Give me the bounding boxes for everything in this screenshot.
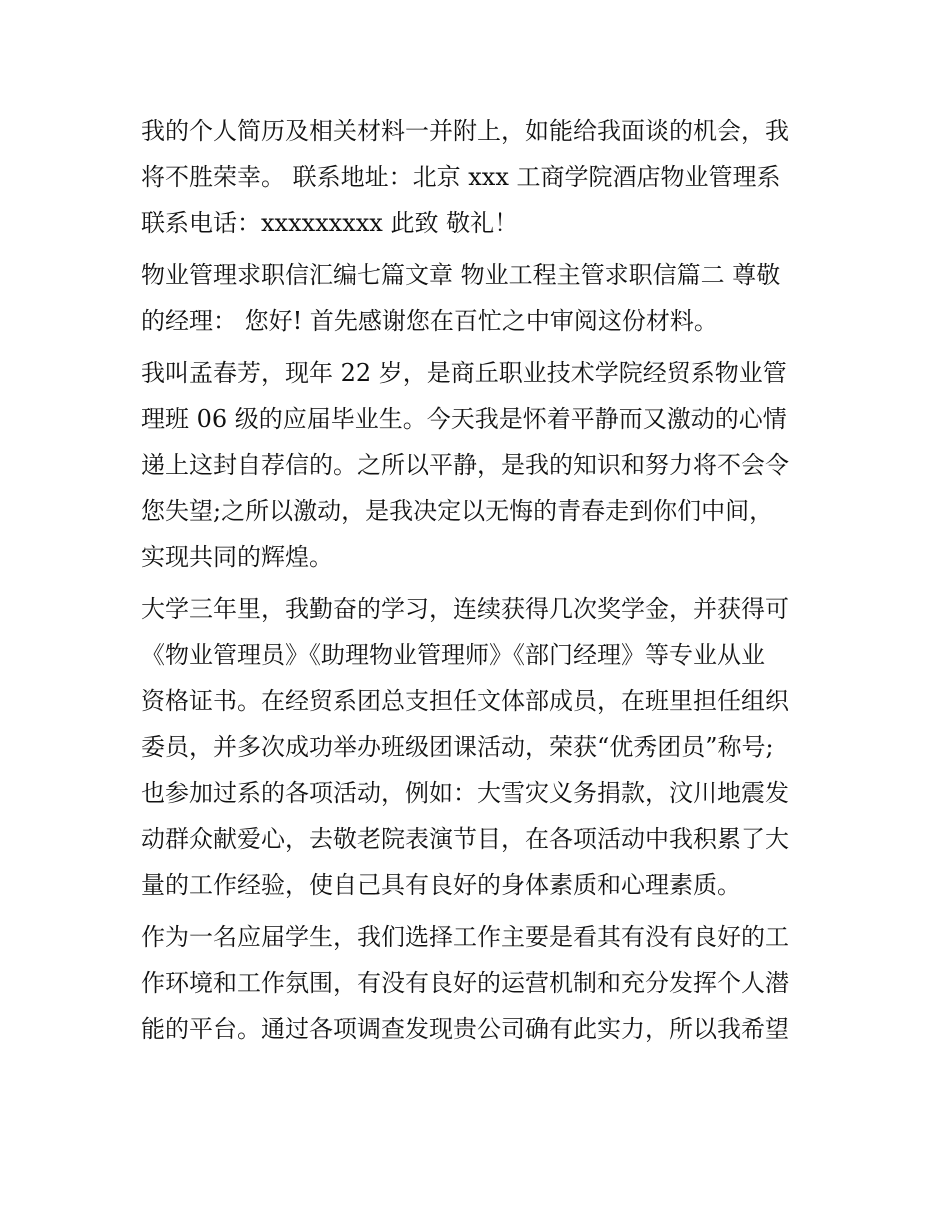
paragraph-motivation <box>141 914 821 1052</box>
text-line: 动群众献爱心，去敬老院表演节目，在各项活动中我积累了大 <box>141 825 789 853</box>
text-line: 您失望;之所以激动，是我决定以无悔的青春走到你们中间， <box>141 497 774 525</box>
text-line: 递上这封自荐信的。之所以平静，是我的知识和努力将不会令 <box>141 451 789 479</box>
text-line: 的经理： 您好! 首先感谢您在百忙之中审阅这份材料。 <box>141 307 718 335</box>
text-line: 也参加过系的各项活动，例如：大雪灾义务捐款，汶川地震发 <box>141 779 789 807</box>
text-line: 将不胜荣幸。 联系地址：北京 xxx 工商学院酒店物业管理系 <box>141 163 781 191</box>
paragraph-closing <box>141 108 821 246</box>
text-line: 作为一名应届学生，我们选择工作主要是看其有没有良好的工 <box>141 923 789 951</box>
text-line: 联系电话：xxxxxxxxx 此致 敬礼！ <box>141 209 519 237</box>
paragraph-introduction <box>141 350 821 580</box>
text-line: 我叫孟春芳，现年 22 岁，是商丘职业技术学院经贸系物业管 <box>141 359 787 387</box>
text-line: 大学三年里，我勤奋的学习，连续获得几次奖学金，并获得可 <box>141 595 789 623</box>
text-line: 资格证书。在经贸系团总支担任文体部成员，在班里担任组织 <box>141 687 789 715</box>
paragraph-experience <box>141 586 821 908</box>
paragraph-title-greeting <box>141 252 821 344</box>
document-body <box>141 108 821 1058</box>
text-line: 《物业管理员》《助理物业管理师》《部门经理》等专业从业 <box>141 641 765 669</box>
text-line: 物业管理求职信汇编七篇文章 物业工程主管求职信篇二 尊敬 <box>141 261 781 289</box>
text-line: 量的工作经验，使自己具有良好的身体素质和心理素质。 <box>141 871 741 899</box>
text-line: 委员，并多次成功举办班级团课活动，荣获“优秀团员”称号; <box>141 733 774 761</box>
text-line: 作环境和工作氛围，有没有良好的运营机制和充分发挥个人潜 <box>141 969 789 997</box>
text-line: 实现共同的辉煌。 <box>141 543 333 571</box>
text-line: 我的个人简历及相关材料一并附上，如能给我面谈的机会，我 <box>141 117 789 145</box>
text-line: 能的平台。通过各项调查发现贵公司确有此实力，所以我希望 <box>141 1015 789 1043</box>
text-line: 理班 06 级的应届毕业生。今天我是怀着平静而又激动的心情 <box>141 405 787 433</box>
